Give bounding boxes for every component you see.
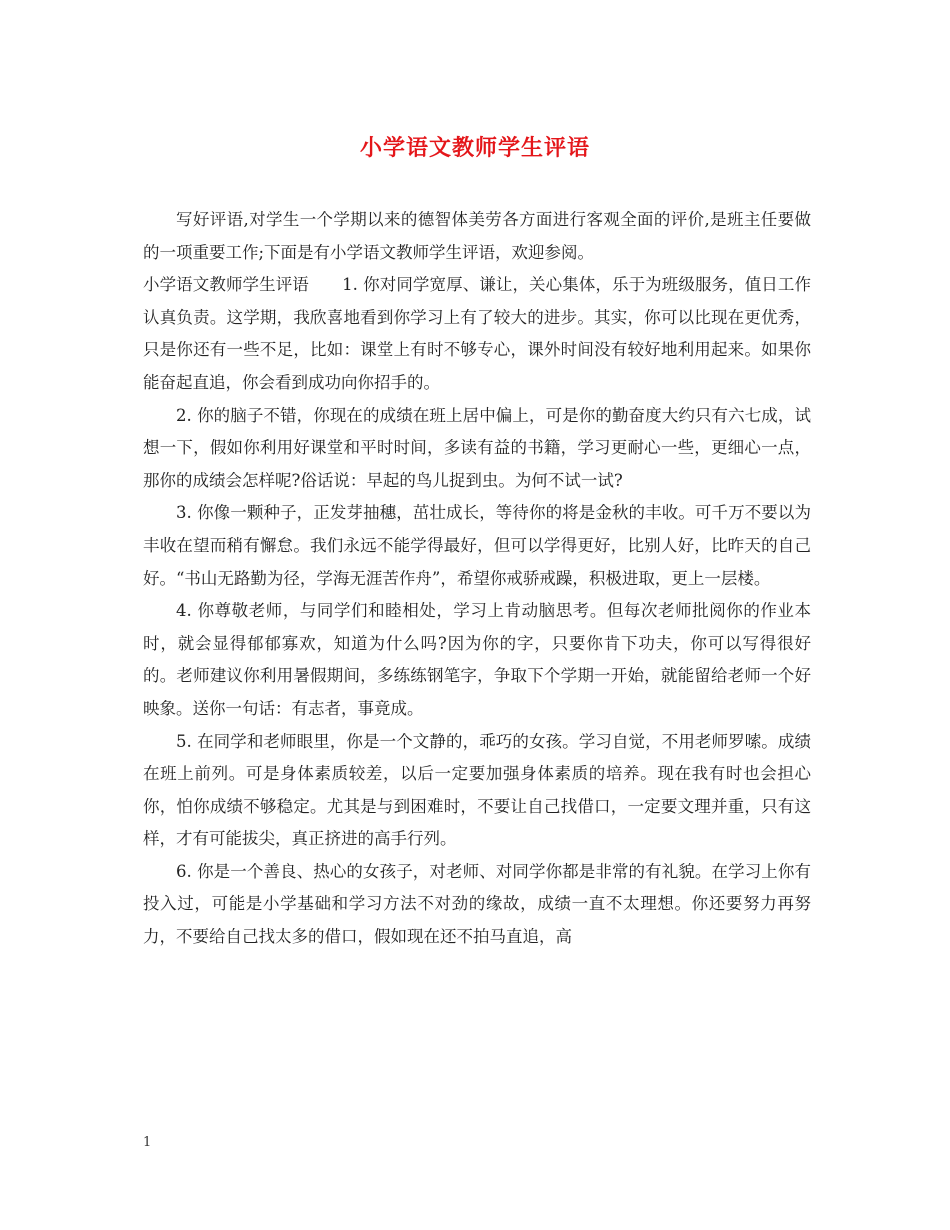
list-item: 3. 你像一颗种子，正发芽抽穗，茁壮成长，等待你的将是金秋的丰收。可千万不要以为丰收在望而稍有懈怠。我们永远不能学得最好，但可以学得更好，比别人好，比昨天的自己好。“书山无路勤为径，学海无涯苦作舟”，希望你戒骄戒躁，积极进取，更上一层楼。: [143, 503, 811, 588]
page-title: 小学语文教师学生评语: [359, 135, 590, 161]
page-number: 1: [143, 1135, 152, 1150]
list-item: 4. 你尊敬老师，与同学们和睦相处，学习上肯动脑思考。但每次老师批阅你的作业本时，就会显得郁郁寡欢，知道为什么吗?因为你的字，只要你肯下功夫，你可以写得很好的。老师建议你利用暑假期间，多练练钢笔字，争取下个学期一开始，就能留给老师一个好映象。送你一句话：有志者，事竟成。: [143, 601, 811, 718]
list-item: 2. 你的脑子不错，你现在的成绩在班上居中偏上，可是你的勤奋度大约只有六七成，试想一下，假如你利用好课堂和平时时间，多读有益的书籍，学习更耐心一些，更细心一点，那你的成绩会怎样呢?俗话说：早起的鸟儿捉到虫。为何不试一试?: [143, 405, 811, 490]
intro-paragraph: 写好评语,对学生一个学期以来的德智体美劳各方面进行客观全面的评价,是班主任要做的一项重要工作;下面是有小学语文教师学生评语，欢迎参阅。: [143, 210, 811, 262]
document-body: [143, 204, 811, 954]
list-item: 6. 你是一个善良、热心的女孩子，对老师、对同学你都是非常的有礼貌。在学习上你有投入过，可能是小学基础和学习方法不对劲的缘故，成绩一直不太理想。你还要努力再努力，不要给自己找太多的借口，假如现在还不拍马直追，高: [143, 861, 811, 947]
list-item: 5. 在同学和老师眼里，你是一个文静的，乖巧的女孩。学习自觉，不用老师罗嗦。成绩在班上前列。可是身体素质较差，以后一定要加强身体素质的培养。现在我有时也会担心你，怕你成绩不够稳定。尤其是与到困难时，不要让自己找借口，一定要文理并重，只有这样，才有可能拔尖，真正挤进的高手行列。: [143, 731, 811, 849]
subheading-item-1: 小学语文教师学生评语 1. 你对同学宽厚、谦让，关心集体，乐于为班级服务，值日工作认真负责。这学期，我欣喜地看到你学习上有了较大的进步。其实，你可以比现在更优秀，只是你还有一些不足，比如：课堂上有时不够专心，课外时间没有较好地利用起来。如果你能奋起直追，你会看到成功向你招手的。: [143, 275, 811, 392]
